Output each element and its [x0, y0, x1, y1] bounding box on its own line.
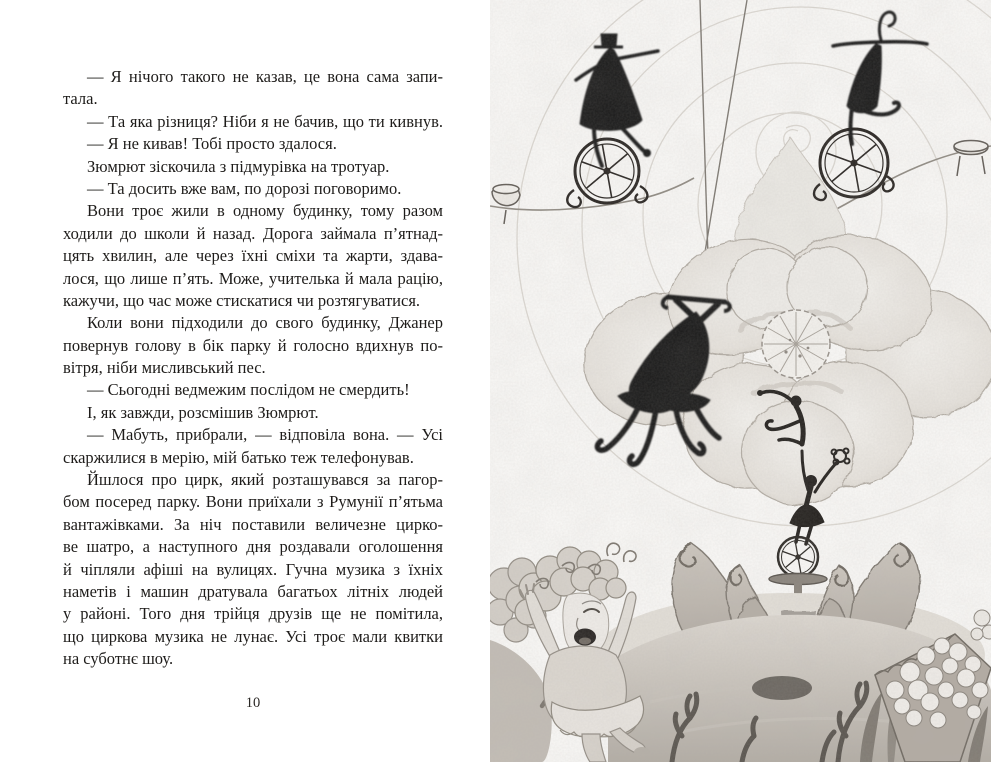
page-number: 10: [245, 695, 261, 711]
text-line: скаржилися в мерію, мій батько теж телефонував.: [63, 447, 414, 467]
text-line: що циркова музика не лунає. Усі троє мали квитки: [63, 626, 443, 646]
text-line: І, як завжди, розсмішив Зюмрют.: [87, 402, 319, 422]
text-line: — Та досить вже вам, по дорозі поговоримо.: [87, 178, 402, 198]
text-line: Йшлося про цирк, який розташувався за пагор-: [87, 470, 443, 490]
text-line: цять хвилин, але через їхні сміхи та жарти, здава-: [63, 246, 443, 266]
text-line: Коли вони підходили до свого будинку, Джанер: [87, 313, 443, 333]
text-line: й чіпляли афіші на вулицях. Гучна музика з їхніх: [63, 559, 443, 579]
text-line: ве шатро, а наступного дня роздавали оголошення: [63, 537, 443, 557]
text-line: — Я не кивав! Тобі просто здалося.: [87, 134, 337, 154]
text-line: вантажівками. За ніч поставили величезне цирко-: [63, 514, 443, 534]
text-line: — Мабуть, прибрали, — відповіла вона. — Усі: [87, 425, 443, 445]
text-line: тала.: [63, 89, 98, 109]
text-line: вітря, ніби мисливський пес.: [63, 358, 266, 378]
text-line: на суботнє шоу.: [63, 649, 174, 669]
text-line: повернув голову в бік парку й голосно вдихнув по-: [63, 335, 443, 355]
text-line: бом посеред парку. Вони приїхали з Румунії п’ятьма: [63, 492, 443, 512]
text-line: Вони троє жили в одному будинку, тому разом: [87, 201, 443, 221]
text-line: — Та яка різниця? Ніби я не бачив, що ти кивнув.: [87, 111, 443, 131]
text-line: у районі. Того дня трійця друзів ще не помітила,: [63, 604, 443, 624]
paper-grain: [490, 0, 991, 762]
text-line: — Я нічого такого не казав, це вона сама запи-: [87, 67, 443, 86]
text-line: наметів і машин дратувала багатьох літніх людей: [63, 581, 443, 601]
text-line: кажучи, що час може стискатися чи розтягуватися.: [63, 290, 421, 310]
text-line: ходили до школи й назад. Дорога займала п’ятнад-: [63, 223, 443, 243]
book-illustration: [490, 0, 991, 762]
text-line: Зюмрют зіскочила з підмурівка на тротуар.: [87, 156, 390, 176]
book-page-text: [63, 66, 443, 671]
text-line: лося, що лише п’ять. Може, учителька й мала рацію,: [63, 268, 443, 288]
text-line: — Сьогодні ведмежим послідом не смердить!: [87, 380, 410, 400]
